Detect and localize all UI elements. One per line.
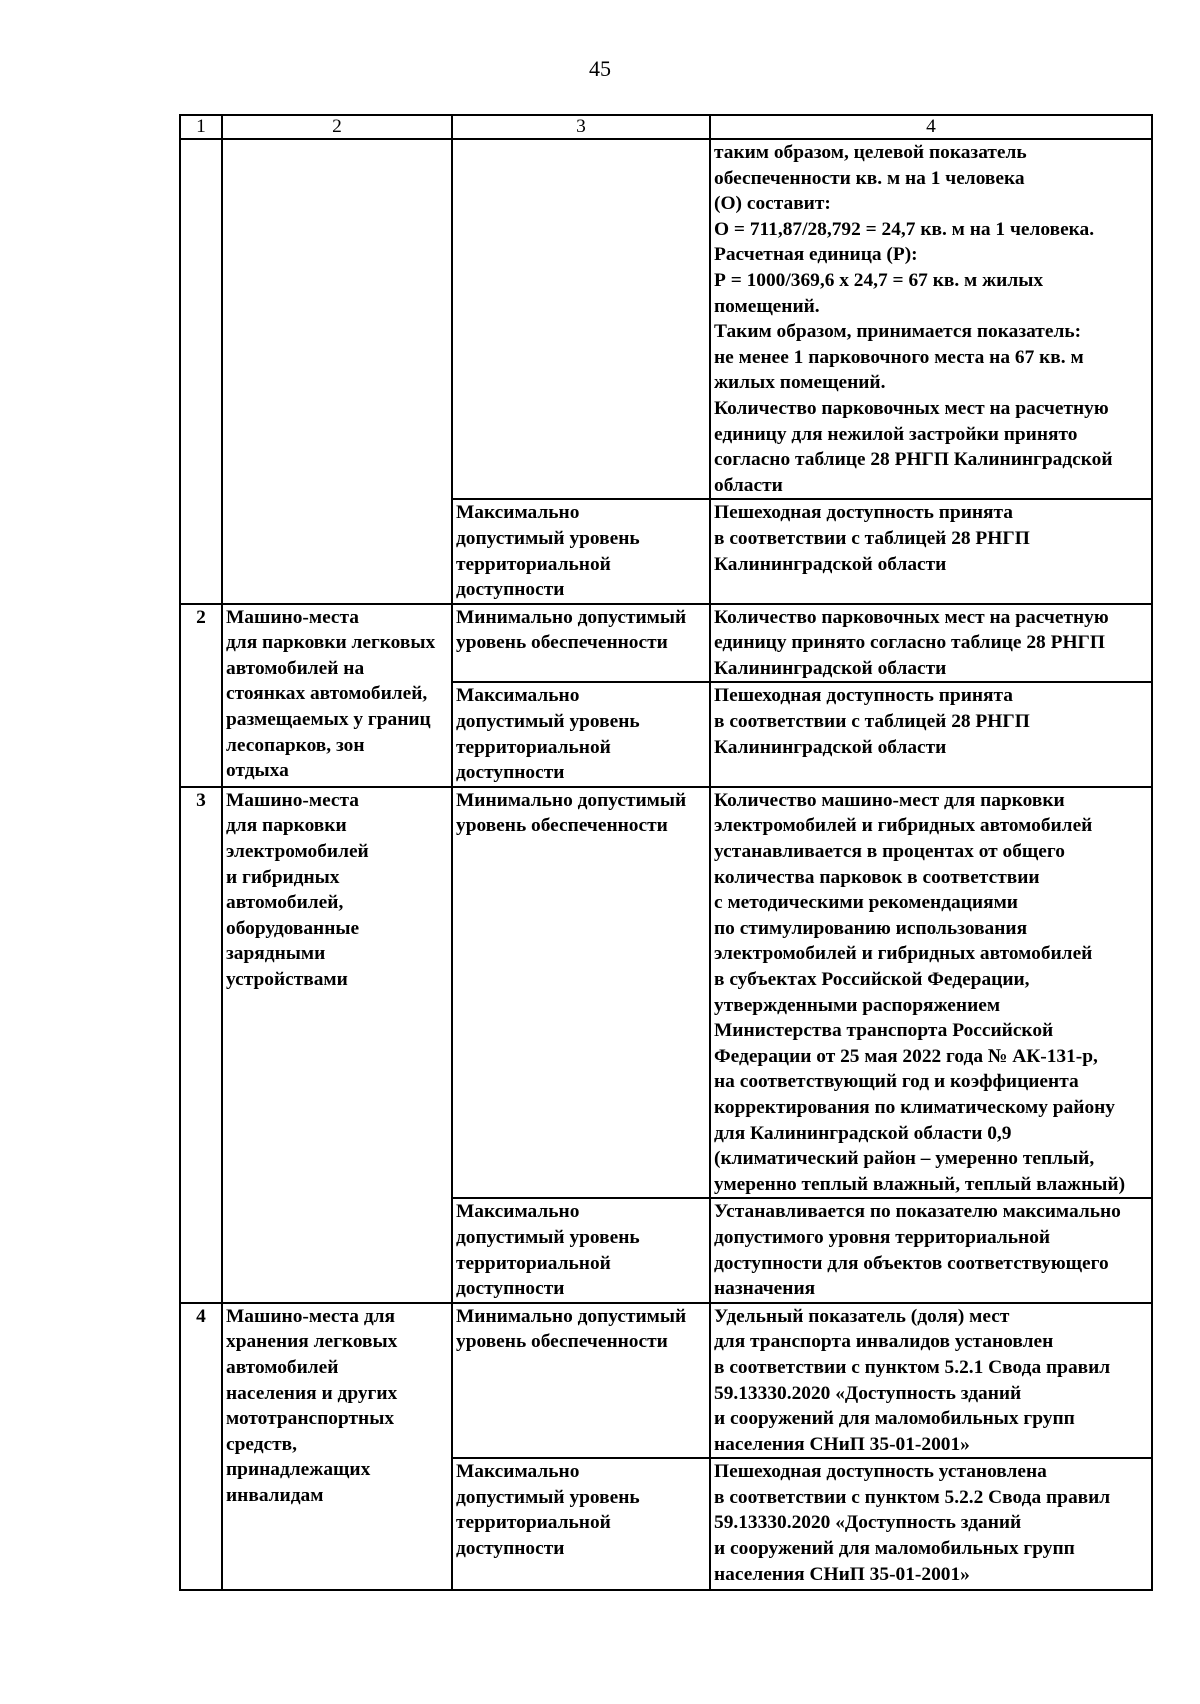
row2-name: Машино-места для парковки легковых автомобилей на стоянках автомобилей, размещаемых у границ лесопарков, зон отдыха: [222, 604, 452, 787]
row1-name-cell: [222, 139, 452, 604]
row1-indicator-a: [452, 139, 710, 499]
table-row: [180, 604, 1152, 683]
row3-indicator-b: Максимально допустимый уровень территориальной доступности: [452, 1198, 710, 1302]
row4-value-a: Удельный показатель (доля) мест для транспорта инвалидов установлен в соответствии с пунктом 5.2.1 Свода правил 59.13330.2020 «Доступность зданий и сооружений для маломобильных групп населения СНиП 35-01-2001»: [710, 1303, 1152, 1459]
table-row: [180, 1303, 1152, 1459]
row3-num: 3: [180, 787, 222, 1303]
header-col-4: 4: [710, 115, 1152, 139]
requirements-table: [179, 114, 1153, 1591]
row1-value-a: таким образом, целевой показатель обеспеченности кв. м на 1 человека (О) составит: О = 711,87/28,792 = 24,7 кв. м на 1 человека. Расчетная единица (Р): Р = 1000/369,6 х 24,7 = 67 кв. м жилых помещений. Таким образом, принимается показатель: не менее 1 парковочного места на 67 кв. м жилых помещений. Количество парковочных мест на расчетную единицу для нежилой застройки принято согласно таблице 28 РНГП Калининградской области: [710, 139, 1152, 499]
row4-indicator-b: Максимально допустимый уровень территориальной доступности: [452, 1458, 710, 1590]
row2-value-b: Пешеходная доступность принята в соответствии с таблицей 28 РНГП Калининградской области: [710, 682, 1152, 786]
row2-value-a: Количество парковочных мест на расчетную единицу принято согласно таблице 28 РНГП Калининградской области: [710, 604, 1152, 683]
row2-num: 2: [180, 604, 222, 787]
row4-indicator-a: Минимально допустимый уровень обеспеченности: [452, 1303, 710, 1459]
table-row: [180, 139, 1152, 499]
row2-indicator-b: Максимально допустимый уровень территориальной доступности: [452, 682, 710, 786]
table-header-row: [180, 115, 1152, 139]
header-col-3: 3: [452, 115, 710, 139]
row1-indicator-b: Максимально допустимый уровень территориальной доступности: [452, 499, 710, 603]
row1-value-b: Пешеходная доступность принята в соответствии с таблицей 28 РНГП Калининградской области: [710, 499, 1152, 603]
row3-value-b: Устанавливается по показателю максимально допустимого уровня территориальной доступности для объектов соответствующего назначения: [710, 1198, 1152, 1302]
row4-value-b: Пешеходная доступность установлена в соответствии с пунктом 5.2.2 Свода правил 59.13330.2020 «Доступность зданий и сооружений для маломобильных групп населения СНиП 35-01-2001»: [710, 1458, 1152, 1590]
table-row: [180, 787, 1152, 1199]
page-number: 45: [589, 56, 611, 81]
row2-indicator-a: Минимально допустимый уровень обеспеченности: [452, 604, 710, 683]
header-col-2: 2: [222, 115, 452, 139]
row3-indicator-a: Минимально допустимый уровень обеспеченности: [452, 787, 710, 1199]
row3-value-a: Количество машино-мест для парковки электромобилей и гибридных автомобилей устанавливается в процентах от общего количества парковок в соответствии с методическими рекомендациями по стимулированию использования электромобилей и гибридных автомобилей в субъектах Российской Федерации, утвержденными распоряжением Министерства транспорта Российской Федерации от 25 мая 2022 года № АК-131-р, на соответствующий год и коэффициента корректирования по климатическому району для Калининградской области 0,9 (климатический район – умеренно теплый, умеренно теплый влажный, теплый влажный): [710, 787, 1152, 1199]
row3-name: Машино-места для парковки электромобилей и гибридных автомобилей, оборудованные зарядными устройствами: [222, 787, 452, 1303]
header-col-1: 1: [180, 115, 222, 139]
row4-num: 4: [180, 1303, 222, 1591]
row1-num-cell: [180, 139, 222, 604]
row4-name: Машино-места для хранения легковых автомобилей населения и других мототранспортных средств, принадлежащих инвалидам: [222, 1303, 452, 1591]
